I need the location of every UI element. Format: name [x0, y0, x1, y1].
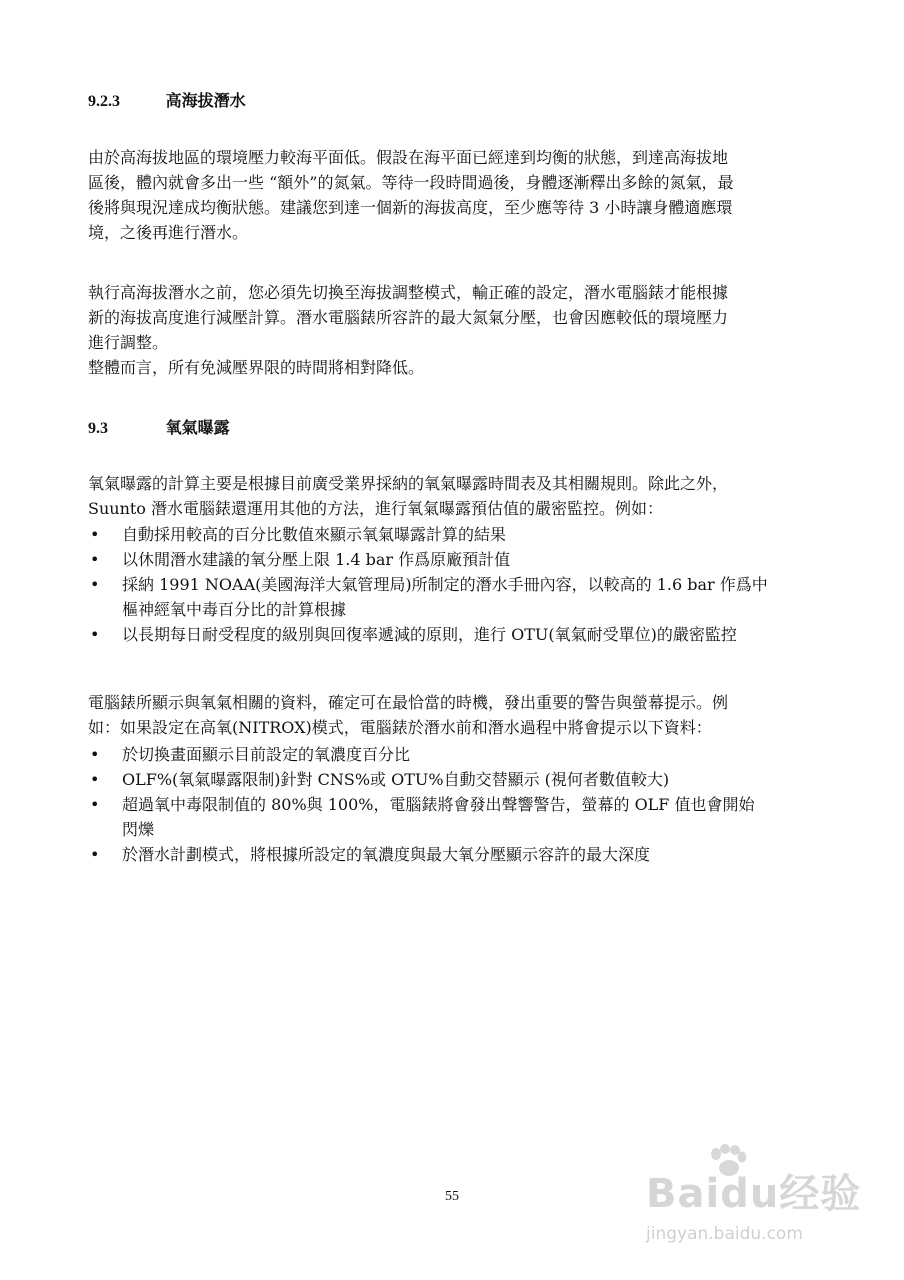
text-line: 後將與現況達成均衡狀態。建議您到達一個新的海拔高度，至少應等待 3 小時讓身體適應環 — [88, 198, 733, 217]
paragraph-altitude-1 — [88, 145, 824, 245]
bullet-icon: • — [90, 745, 100, 764]
watermark-url: jingyan.baidu.com — [646, 1224, 803, 1244]
text-line: 電腦錶所顯示與氧氣相關的資料，確定可在最恰當的時機，發出重要的警告與螢幕提示。例 — [88, 693, 729, 712]
list-item — [88, 547, 824, 572]
section-number: 9.3 — [88, 420, 108, 437]
list-item — [88, 767, 824, 792]
text-line: 樞神經氧中毒百分比的計算根據 — [122, 600, 347, 619]
text-line: 執行高海拔潛水之前，您必須先切換至海拔調整模式，輸正確的設定，潛水電腦錶才能根據 — [88, 283, 729, 302]
text-line: 氧氣曝露的計算主要是根據目前廣受業界採納的氧氣曝露時間表及其相關規則。除此之外， — [88, 474, 729, 493]
text-line: Suunto 潛水電腦錶還運用其他的方法，進行氧氣曝露預估值的嚴密監控。例如： — [88, 499, 664, 518]
text-line: 採納 1991 NOAA(美國海洋大氣管理局)所制定的潛水手冊內容，以較高的 1.6 bar 作爲中 — [122, 575, 768, 594]
bullet-list-oxygen-display — [88, 742, 824, 867]
text-line: 進行調整。 — [88, 333, 169, 352]
paragraph-altitude-2 — [88, 280, 824, 380]
text-line: 於切換畫面顯示目前設定的氧濃度百分比 — [122, 745, 411, 764]
paragraph-oxygen-intro — [88, 471, 824, 521]
paragraph-oxygen-display — [88, 690, 824, 740]
watermark-logo: Baidu经验 — [646, 1171, 862, 1217]
bullet-icon: • — [90, 575, 100, 594]
text-line: 境，之後再進行潛水。 — [88, 223, 249, 242]
list-item — [88, 572, 824, 622]
text-line: 以休閒潛水建議的氧分壓上限 1.4 bar 作爲原廠預計值 — [122, 550, 511, 569]
bullet-icon: • — [90, 795, 100, 814]
page-number: 55 — [445, 1189, 459, 1204]
list-item — [88, 792, 824, 842]
bullet-icon: • — [90, 525, 100, 544]
watermark — [636, 1140, 866, 1270]
list-item — [88, 842, 824, 867]
text-line: OLF%(氧氣曝露限制)針對 CNS%或 OTU%自動交替顯示 (視何者數值較大) — [122, 770, 670, 789]
section-number: 9.2.3 — [88, 93, 120, 110]
text-line: 閃爍 — [122, 820, 155, 839]
text-line: 自動採用較高的百分比數值來顯示氧氣曝露計算的結果 — [122, 525, 507, 544]
bullet-icon: • — [90, 845, 100, 864]
bullet-icon: • — [90, 770, 100, 789]
list-item — [88, 522, 824, 547]
text-line: 超過氧中毒限制值的 80%與 100%，電腦錶將會發出聲響警告，螢幕的 OLF 值也會開始 — [122, 795, 755, 814]
text-line: 由於高海拔地區的環境壓力較海平面低。假設在海平面已經達到均衡的狀態，到達高海拔地 — [88, 148, 729, 167]
bullet-list-oxygen-methods — [88, 522, 824, 647]
section-title: 高海拔潛水 — [165, 91, 246, 110]
text-line: 於潛水計劃模式，將根據所設定的氧濃度與最大氧分壓顯示容許的最大深度 — [122, 845, 651, 864]
text-line: 以長期每日耐受程度的級別與回復率遞減的原則，進行 OTU(氧氣耐受單位)的嚴密監控 — [122, 625, 737, 644]
text-line: 新的海拔高度進行減壓計算。潛水電腦錶所容許的最大氮氣分壓，也會因應較低的環境壓力 — [88, 308, 729, 327]
text-line: 如：如果設定在高氧(NITROX)模式，電腦錶於潛水前和潛水過程中將會提示以下資料： — [88, 718, 712, 737]
list-item — [88, 742, 824, 767]
section-title: 氧氣曝露 — [165, 418, 230, 437]
text-line: 區後，體內就會多出一些 “額外”的氮氣。等待一段時間過後，身體逐漸釋出多餘的氮氣，最 — [88, 173, 734, 192]
text-line: 整體而言，所有免減壓界限的時間將相對降低。 — [88, 358, 425, 377]
bullet-icon: • — [90, 625, 100, 644]
bullet-icon: • — [90, 550, 100, 569]
list-item — [88, 622, 824, 647]
section-heading-9-3 — [88, 417, 230, 440]
section-heading-9-2-3 — [88, 90, 246, 113]
